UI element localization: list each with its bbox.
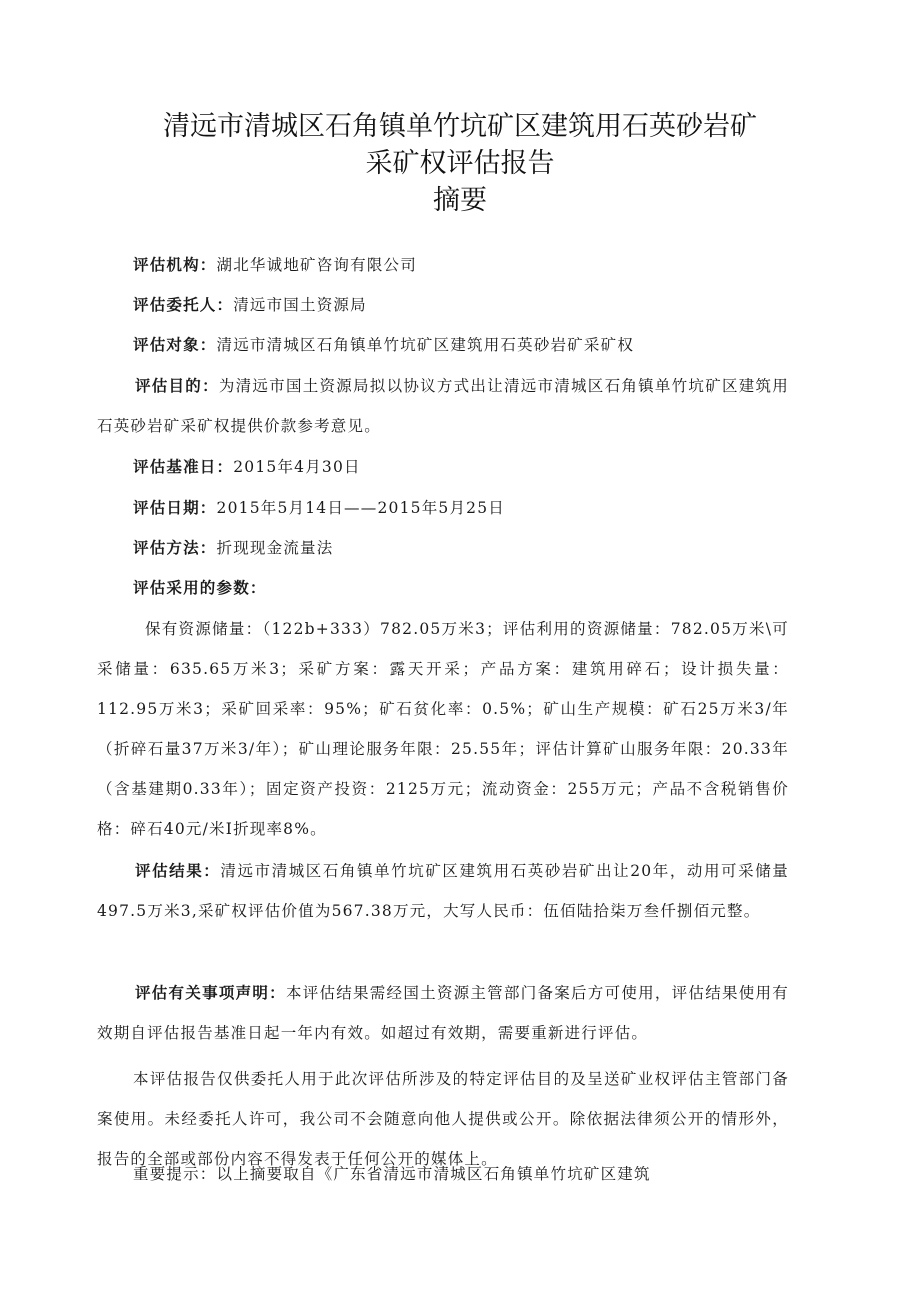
date-label: 评估日期：	[133, 498, 217, 517]
field-notice	[97, 973, 789, 1053]
org-value: 湖北华诚地矿咨询有限公司	[216, 256, 417, 274]
object-value: 清远市清城区石角镇单竹坑矿区建筑用石英砂岩矿采矿权	[216, 336, 635, 354]
notice-value: 本评估结果需经国土资源主管部门备案后方可使用，评估结果使用有效期自评估报告基准日起一年内有效。如超过有效期，需要重新进行评估。	[97, 984, 789, 1042]
method-label: 评估方法：	[133, 538, 217, 557]
field-method	[133, 528, 833, 568]
object-label: 评估对象：	[133, 335, 217, 354]
method-value: 折现现金流量法	[216, 539, 334, 557]
client-value: 清远市国土资源局	[233, 296, 367, 314]
field-base-date	[133, 447, 833, 487]
tip-paragraph: 重要提示：以上摘要取自《广东省清远市清城区石角镇单竹坑矿区建筑	[133, 1165, 651, 1183]
client-label: 评估委托人：	[133, 295, 234, 314]
title-line-3: 摘要	[433, 185, 487, 216]
usage-paragraph: 本评估报告仅供委托人用于此次评估所涉及的特定评估目的及呈送矿业权评估主管部门备案使用。未经委托人许可，我公司不会随意向他人提供或公开。除依据法律须公开的情形外，报告的全部或部份内容不得发表于任何公开的媒体上。	[97, 1070, 789, 1168]
field-date	[133, 488, 833, 528]
base-date-label: 评估基准日：	[133, 457, 234, 476]
org-label: 评估机构：	[133, 255, 217, 274]
base-date-value: 2015年4月30日	[233, 458, 361, 476]
title-line-2: 采矿权评估报告	[365, 148, 555, 179]
params-label: 评估采用的参数：	[133, 578, 267, 597]
purpose-value: 为清远市国土资源局拟以协议方式出让清远市清城区石角镇单竹坑矿区建筑用石英砂岩矿采矿权提供价款参考意见。	[97, 377, 789, 435]
result-value: 清远市清城区石角镇单竹坑矿区建筑用石英砂岩矿出让20年，动用可采储量497.5万米3,采矿权评估价值为567.38万元，大写人民币：伍佰陆拾柒万叁仟捌佰元整。	[97, 862, 789, 920]
title-block	[0, 108, 920, 219]
date-value: 2015年5月14日——2015年5月25日	[216, 499, 505, 517]
field-purpose	[97, 366, 789, 446]
field-org	[133, 245, 833, 285]
params-paragraph: 保有资源储量：（122b+333）782.05万米3；评估利用的资源储量：782.05万米\可采储量：635.65万米3；采矿方案：露天开采；产品方案：建筑用碎石；设计损失量：112.95万米3；采矿回采率：95%；矿石贫化率：0.5%；矿山生产规模：矿石25万米3/年（折碎石量37万米3/年）；矿山理论服务年限：25.55年；评估计算矿山服务年限：20.33年（含基建期0.33年）；固定资产投资：2125万元；流动资金：255万元；产品不含税销售价格：碎石40元/米I折现率8%。	[97, 620, 789, 838]
purpose-label: 评估目的：	[135, 376, 219, 395]
title-line-1: 清远市清城区石角镇单竹坑矿区建筑用石英砂岩矿	[163, 111, 757, 142]
field-result	[97, 851, 789, 931]
field-object	[133, 325, 833, 365]
field-client	[133, 285, 833, 325]
result-label: 评估结果：	[135, 861, 221, 880]
notice-label: 评估有关事项声明：	[135, 983, 286, 1002]
field-params-label	[133, 568, 833, 608]
